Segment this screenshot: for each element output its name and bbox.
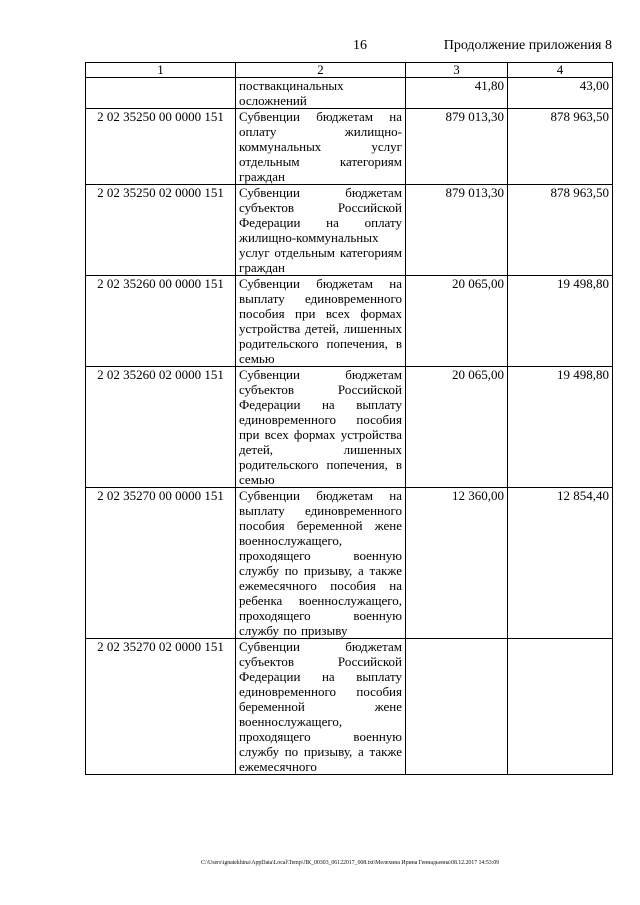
table-row [86, 367, 613, 488]
description-cell: Субвенции бюджетам на выплату единовременного пособия при всех формах устройства детей, лишенных родительского попечения, в семью [236, 276, 406, 367]
budget-code-cell [86, 78, 236, 109]
column-header: 3 [406, 63, 508, 78]
page-number: 16 [353, 38, 367, 53]
value-2018-cell [508, 639, 613, 775]
value-2018-cell: 878 963,50 [508, 185, 613, 276]
value-2017-cell [406, 639, 508, 775]
description-cell: Субвенции бюджетам субъектов Российской Федерации на выплату единовременного пособия беременной жене военнослужащего, проходящего военную службу по призыву, а также ежемесячного [236, 639, 406, 775]
column-header: 1 [86, 63, 236, 78]
budget-code-cell: 2 02 35270 02 0000 151 [86, 639, 236, 775]
footer-file-path: C:\Users\ignatekhina\AppData\Local\Temp\ЛК_00303_06122017_008.txt\Мелехина Ирина Геннадьевна\08.12.2017 14:53:09 [200, 860, 499, 866]
budget-code-cell: 2 02 35250 02 0000 151 [86, 185, 236, 276]
value-2017-cell: 20 065,00 [406, 367, 508, 488]
value-2017-cell: 879 013,30 [406, 185, 508, 276]
column-header: 2 [236, 63, 406, 78]
value-2017-cell: 20 065,00 [406, 276, 508, 367]
value-2017-cell: 12 360,00 [406, 488, 508, 639]
table-row [86, 488, 613, 639]
value-2018-cell: 19 498,80 [508, 276, 613, 367]
description-cell: Субвенции бюджетам на выплату единовременного пособия беременной жене военнослужащего, проходящего военную службу по призыву, а также ежемесячного пособия на ребенка военнослужащего, проходящего военную службу по призыву [236, 488, 406, 639]
table-row [86, 639, 613, 775]
value-2017-cell: 41,80 [406, 78, 508, 109]
value-2017-cell: 879 013,30 [406, 109, 508, 185]
budget-code-cell: 2 02 35260 00 0000 151 [86, 276, 236, 367]
column-header: 4 [508, 63, 613, 78]
table-row [86, 276, 613, 367]
value-2018-cell: 19 498,80 [508, 367, 613, 488]
table-row [86, 109, 613, 185]
budget-code-cell: 2 02 35270 00 0000 151 [86, 488, 236, 639]
value-2018-cell: 43,00 [508, 78, 613, 109]
description-cell: Субвенции бюджетам субъектов Российской Федерации на оплату жилищно-коммунальных услуг отдельным категориям граждан [236, 185, 406, 276]
continuation-title: Продолжение приложения 8 [443, 38, 612, 53]
value-2018-cell: 878 963,50 [508, 109, 613, 185]
description-cell: Субвенции бюджетам субъектов Российской Федерации на выплату единовременного пособия при всех формах устройства детей, лишенных родительского попечения, в семью [236, 367, 406, 488]
description-cell: Субвенции бюджетам на оплату жилищно-коммунальных услуг отдельным категориям граждан [236, 109, 406, 185]
table-row [86, 185, 613, 276]
table-row [86, 78, 613, 109]
description-cell: поствакцинальных осложнений [236, 78, 406, 109]
table-header-row [86, 63, 613, 78]
budget-code-cell: 2 02 35250 00 0000 151 [86, 109, 236, 185]
value-2018-cell: 12 854,40 [508, 488, 613, 639]
budget-table [85, 62, 613, 775]
budget-code-cell: 2 02 35260 02 0000 151 [86, 367, 236, 488]
